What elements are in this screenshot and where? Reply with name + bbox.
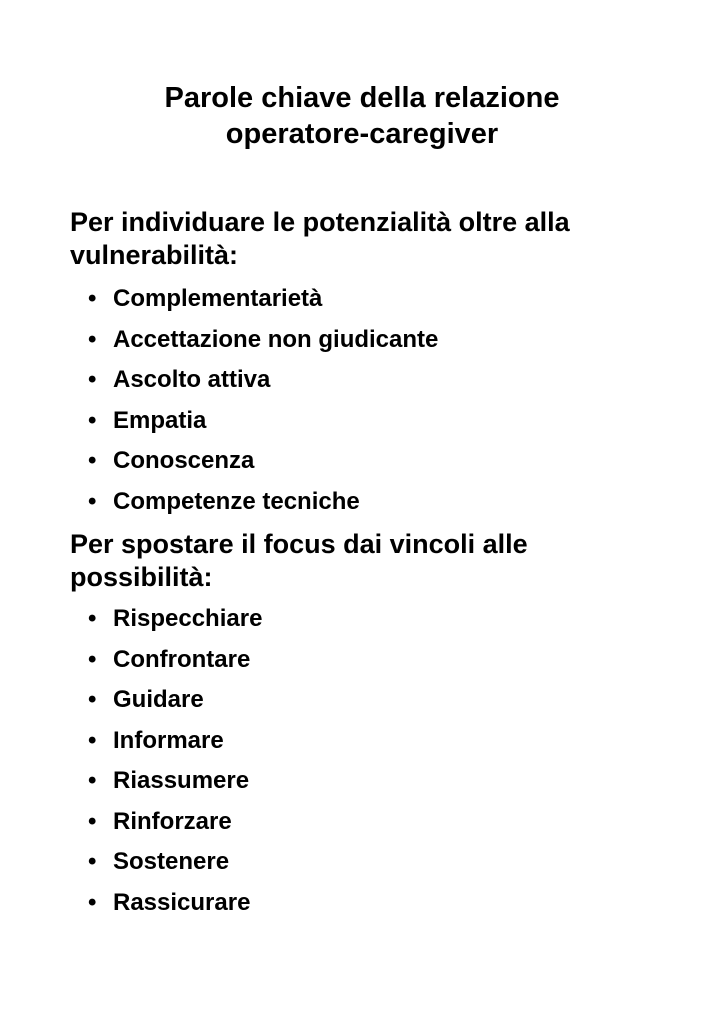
section-heading-line-1: Per spostare il focus dai vincoli alle — [70, 529, 528, 559]
list-item — [88, 883, 262, 924]
list-item-label: Empatia — [113, 406, 207, 434]
list-item-label: Riassumere — [113, 767, 250, 794]
list-item-label: Ascolto attiva — [113, 366, 271, 393]
list-item — [88, 279, 438, 320]
bullet-icon: • — [88, 487, 97, 515]
bullet-icon: • — [88, 285, 97, 312]
list-item — [88, 401, 438, 442]
section-heading-line-2: possibilità: — [70, 562, 213, 592]
bullet-icon: • — [88, 686, 97, 713]
bullet-icon: • — [88, 888, 97, 916]
page-title-line-2: operatore-caregiver — [225, 118, 499, 150]
list-item — [88, 360, 438, 401]
bullet-icon: • — [88, 807, 97, 835]
list-item — [88, 482, 438, 523]
bullet-icon: • — [88, 325, 97, 353]
list-item-label: Conoscenza — [113, 447, 255, 474]
section-heading-line-2: vulnerabilità: — [70, 240, 239, 270]
section-heading-possibilita — [70, 528, 690, 594]
list-item — [88, 680, 262, 721]
list-item-label: Rispecchiare — [113, 605, 263, 632]
list-item — [88, 599, 262, 640]
bullet-icon: • — [88, 767, 97, 794]
list-item — [88, 320, 438, 361]
list-item-label: Confrontare — [113, 645, 251, 673]
list-item — [88, 761, 262, 802]
bullet-icon: • — [88, 605, 97, 632]
bullet-icon: • — [88, 645, 97, 673]
list-item-label: Sostenere — [113, 848, 230, 875]
bullet-icon: • — [88, 726, 97, 754]
page-title-line-1: Parole chiave della relazione — [164, 82, 560, 114]
bullet-icon: • — [88, 447, 97, 474]
list-item — [88, 441, 438, 482]
bullet-icon: • — [88, 848, 97, 875]
list-item — [88, 721, 262, 762]
keyword-list-potenzialita — [88, 279, 438, 522]
keyword-list-possibilita — [88, 599, 262, 923]
list-item-label: Informare — [113, 726, 224, 754]
list-item — [88, 842, 262, 883]
section-heading-potenzialita — [70, 206, 690, 272]
list-item-label: Rassicurare — [113, 888, 251, 916]
bullet-icon: • — [88, 406, 97, 434]
list-item — [88, 640, 262, 681]
page-title — [0, 80, 724, 152]
list-item-label: Complementarietà — [113, 285, 323, 312]
section-heading-line-1: Per individuare le potenzialità oltre alla — [70, 207, 570, 237]
list-item-label: Guidare — [113, 686, 204, 713]
list-item — [88, 802, 262, 843]
list-item-label: Rinforzare — [113, 807, 232, 835]
list-item-label: Competenze tecniche — [113, 487, 360, 515]
bullet-icon: • — [88, 366, 97, 393]
list-item-label: Accettazione non giudicante — [113, 325, 439, 353]
